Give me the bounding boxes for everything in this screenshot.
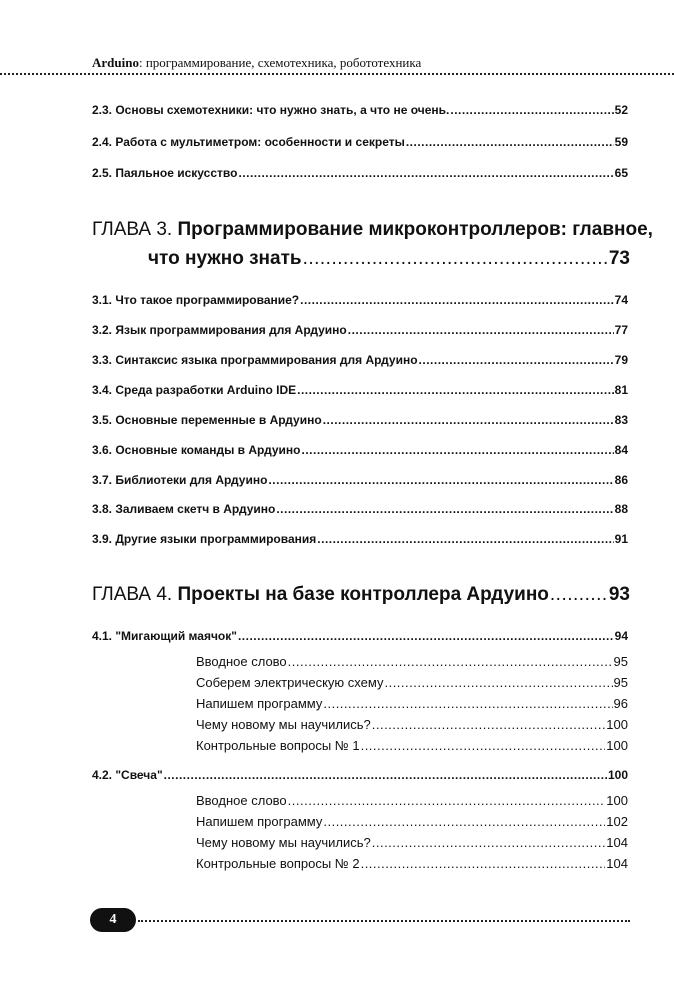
- chapter-3-heading-line1[interactable]: [92, 219, 653, 241]
- toc-subentry[interactable]: [196, 835, 628, 850]
- header-dotted-rule: [0, 73, 674, 75]
- toc-subentry[interactable]: [196, 696, 628, 711]
- dot-leader: [419, 353, 614, 367]
- toc-subentry[interactable]: [196, 654, 628, 669]
- dot-leader: [406, 135, 614, 149]
- dot-leader: [297, 383, 614, 397]
- dot-leader: [384, 675, 612, 690]
- toc-subentry[interactable]: [196, 856, 628, 871]
- toc-entry-label: 3.9. Другие языки программирования: [92, 532, 317, 546]
- dot-leader: [164, 768, 607, 782]
- dot-leader: [300, 293, 614, 307]
- dot-leader: [303, 248, 608, 270]
- toc-entry[interactable]: [92, 532, 628, 546]
- chapter-3-heading-line2[interactable]: [148, 248, 630, 270]
- toc-subentry-label: Чему новому мы научились?: [196, 835, 371, 850]
- toc-entry[interactable]: [92, 443, 628, 457]
- toc-subentry-page: 100: [606, 717, 628, 732]
- toc-entry-page: 83: [614, 413, 628, 427]
- footer-dotted-rule: [138, 920, 630, 922]
- toc-subentry-page: 100: [606, 793, 628, 808]
- toc-entry[interactable]: [92, 353, 628, 367]
- toc-entry[interactable]: [92, 383, 628, 397]
- running-head-brand: Arduino: [92, 55, 139, 70]
- dot-leader: [268, 473, 613, 487]
- toc-entry[interactable]: [92, 768, 628, 782]
- toc-entry-page: 81: [614, 383, 628, 397]
- toc-subentry-label: Соберем электрическую схему: [196, 675, 384, 690]
- toc-entry[interactable]: [92, 103, 628, 117]
- toc-entry-page: 94: [614, 629, 628, 643]
- toc-subentry-page: 102: [606, 814, 628, 829]
- dot-leader: [361, 738, 606, 753]
- toc-entry-label: 2.4. Работа с мультиметром: особенности и секреты: [92, 135, 405, 149]
- toc-entry-page: 100: [607, 768, 628, 782]
- toc-entry-page: 77: [614, 323, 628, 337]
- toc-entry[interactable]: [92, 502, 628, 516]
- toc-entry-page: 74: [614, 293, 628, 307]
- toc-subentry[interactable]: [196, 675, 628, 690]
- dot-leader: [550, 584, 608, 606]
- toc-entry-page: 86: [614, 473, 628, 487]
- dot-leader: [238, 166, 613, 180]
- toc-subentry-label: Контрольные вопросы № 2: [196, 856, 360, 871]
- toc-entry-page: 79: [614, 353, 628, 367]
- toc-subentry-label: Контрольные вопросы № 1: [196, 738, 360, 753]
- chapter-4-title: Проекты на базе контроллера Ардуино: [177, 584, 549, 605]
- toc-entry-label: 3.1. Что такое программирование?: [92, 293, 300, 307]
- running-head: [92, 55, 421, 71]
- toc-entry-page: 65: [614, 166, 628, 180]
- toc-entry[interactable]: [92, 135, 628, 149]
- dot-leader: [323, 413, 614, 427]
- chapter-4-page: 93: [608, 584, 630, 605]
- chapter-4-heading[interactable]: [92, 584, 630, 606]
- toc-entry-label: 3.4. Среда разработки Arduino IDE: [92, 383, 297, 397]
- toc-entry[interactable]: [92, 413, 628, 427]
- toc-subentry-page: 104: [606, 856, 628, 871]
- chapter-3-title-line1: Программирование микроконтроллеров: главное,: [177, 219, 653, 240]
- toc-subentry-label: Напишем программу: [196, 696, 323, 711]
- toc-entry[interactable]: [92, 629, 628, 643]
- toc-entry-label: 4.1. "Мигающий маячок": [92, 629, 237, 643]
- toc-subentry[interactable]: [196, 793, 628, 808]
- toc-entry-label: 3.2. Язык программирования для Ардуино: [92, 323, 347, 337]
- dot-leader: [323, 696, 612, 711]
- toc-entry[interactable]: [92, 293, 628, 307]
- toc-entry-label: 3.3. Синтаксис языка программирования для Ардуино: [92, 353, 418, 367]
- dot-leader: [288, 793, 606, 808]
- toc-entry-label: 2.3. Основы схемотехники: что нужно знать, а что не очень.: [92, 103, 450, 117]
- toc-subentry[interactable]: [196, 814, 628, 829]
- toc-entry-page: 84: [614, 443, 628, 457]
- dot-leader: [361, 856, 606, 871]
- toc-subentry-label: Вводное слово: [196, 654, 287, 669]
- toc-subentry-page: 95: [613, 654, 628, 669]
- dot-leader: [323, 814, 605, 829]
- toc-entry-page: 88: [614, 502, 628, 516]
- toc-subentry-label: Напишем программу: [196, 814, 323, 829]
- toc-entry-label: 4.2. "Свеча": [92, 768, 163, 782]
- toc-entry[interactable]: [92, 473, 628, 487]
- toc-entry-label: 2.5. Паяльное искусство: [92, 166, 238, 180]
- page-number-badge: 4: [90, 908, 136, 932]
- dot-leader: [450, 103, 613, 117]
- toc-subentry-label: Чему новому мы научились?: [196, 717, 371, 732]
- dot-leader: [372, 717, 606, 732]
- dot-leader: [301, 443, 613, 457]
- toc-subentry-page: 95: [613, 675, 628, 690]
- toc-subentry-page: 96: [613, 696, 628, 711]
- dot-leader: [372, 835, 606, 850]
- running-head-subtitle: : программирование, схемотехника, робототехника: [138, 55, 422, 70]
- toc-subentry-label: Вводное слово: [196, 793, 287, 808]
- toc-entry[interactable]: [92, 323, 628, 337]
- toc-entry-page: 52: [614, 103, 628, 117]
- toc-entry-page: 59: [614, 135, 628, 149]
- toc-entry-label: 3.5. Основные переменные в Ардуино: [92, 413, 322, 427]
- chapter-4-number: ГЛАВА 4.: [92, 584, 173, 605]
- toc-subentry-page: 100: [606, 738, 628, 753]
- dot-leader: [276, 502, 613, 516]
- chapter-3-number: ГЛАВА 3.: [92, 219, 173, 240]
- toc-subentry[interactable]: [196, 717, 628, 732]
- chapter-3-page: 73: [608, 248, 630, 269]
- toc-entry-label: 3.8. Заливаем скетч в Ардуино: [92, 502, 276, 516]
- dot-leader: [288, 654, 613, 669]
- dot-leader: [317, 532, 613, 546]
- toc-entry[interactable]: [92, 166, 628, 180]
- chapter-3-title-line2: что нужно знать: [148, 248, 302, 269]
- toc-entry-page: 91: [614, 532, 628, 546]
- toc-subentry[interactable]: [196, 738, 628, 753]
- toc-subentry-page: 104: [606, 835, 628, 850]
- dot-leader: [238, 629, 614, 643]
- toc-entry-label: 3.6. Основные команды в Ардуино: [92, 443, 301, 457]
- dot-leader: [348, 323, 614, 337]
- toc-entry-label: 3.7. Библиотеки для Ардуино: [92, 473, 268, 487]
